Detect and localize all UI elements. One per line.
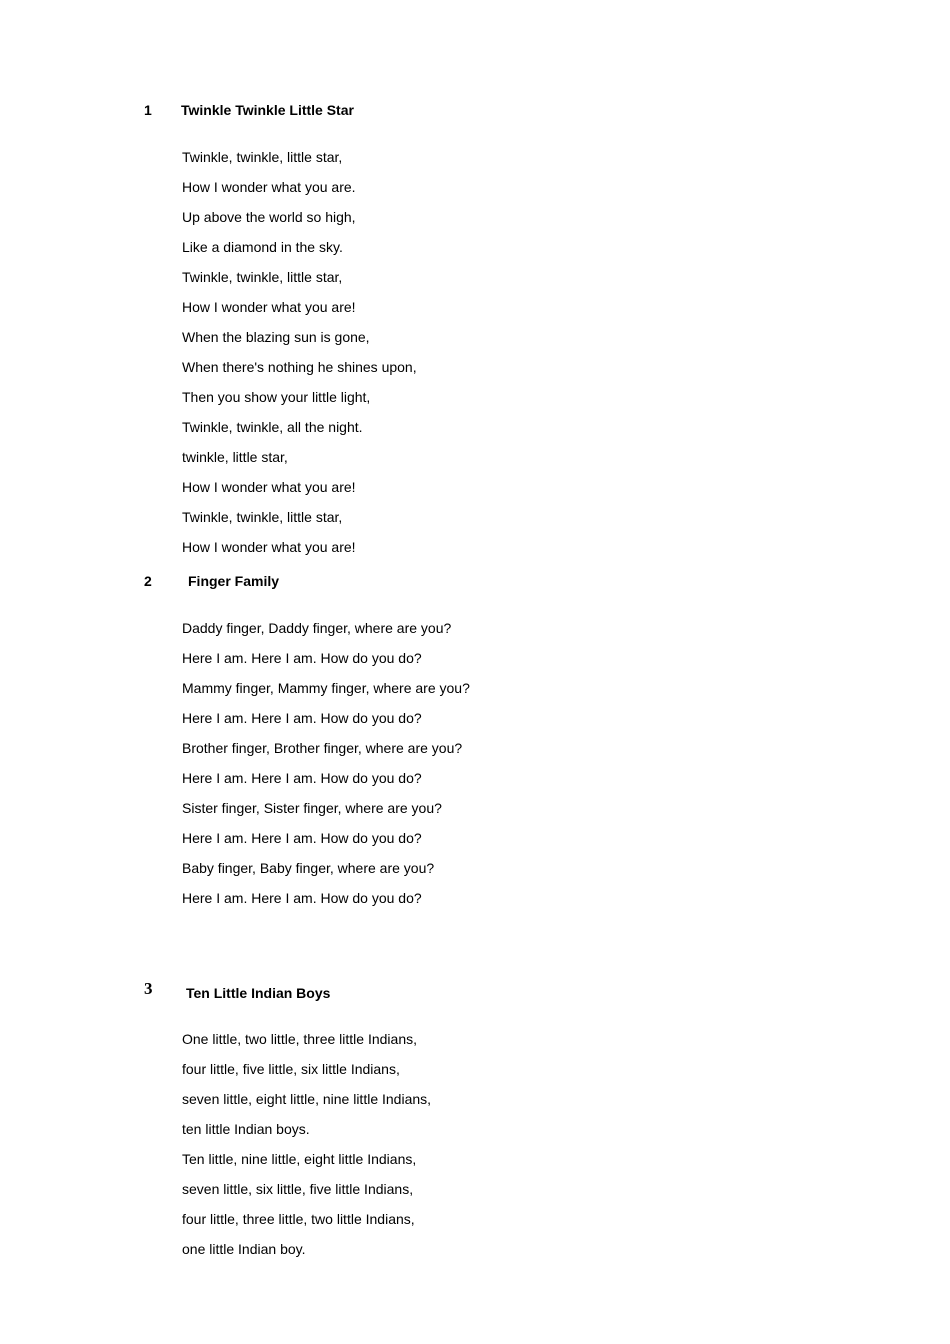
lyric-line: When the blazing sun is gone, [182,329,370,345]
lyric-line: Baby finger, Baby finger, where are you? [182,860,435,876]
song-title: Finger Family [188,573,280,589]
lyric-line: One little, two little, three little Indians, [182,1031,417,1047]
lyric-line: Like a diamond in the sky. [182,239,343,255]
lyric-line: How I wonder what you are! [182,539,356,555]
lyric-line: Twinkle, twinkle, little star, [182,149,343,165]
song-number: 3 [144,979,153,998]
song-title: Twinkle Twinkle Little Star [181,102,354,118]
lyric-line: seven little, six little, five little Indians, [182,1181,414,1197]
lyric-line: When there's nothing he shines upon, [182,359,417,375]
song-heading-1 [0,100,600,120]
lyric-line: Here I am. Here I am. How do you do? [182,770,422,786]
song-heading-3 [0,979,600,1003]
lyric-line: Here I am. Here I am. How do you do? [182,710,422,726]
lyric-line: seven little, eight little, nine little Indians, [182,1091,432,1107]
lyric-line: one little Indian boy. [182,1241,306,1257]
lyric-line: twinkle, little star, [182,449,288,465]
lyric-line: Mammy finger, Mammy finger, where are you? [182,680,470,696]
song-number: 2 [144,573,152,589]
lyric-line: ten little Indian boys. [182,1121,310,1137]
lyric-line: Twinkle, twinkle, all the night. [182,419,363,435]
lyric-line: Brother finger, Brother finger, where are you? [182,740,463,756]
lyric-line: Twinkle, twinkle, little star, [182,269,343,285]
lyric-line: Here I am. Here I am. How do you do? [182,830,422,846]
lyric-line: Up above the world so high, [182,209,356,225]
lyric-line: Then you show your little light, [182,389,371,405]
lyric-line: How I wonder what you are. [182,179,356,195]
lyric-line: four little, five little, six little Indians, [182,1061,400,1077]
lyric-line: How I wonder what you are! [182,479,356,495]
song-number: 1 [144,102,152,118]
song-heading-2 [0,571,600,591]
lyric-line: Ten little, nine little, eight little Indians, [182,1151,417,1167]
lyric-line: Here I am. Here I am. How do you do? [182,650,422,666]
lyric-line: four little, three little, two little Indians, [182,1211,415,1227]
song-title: Ten Little Indian Boys [186,985,331,1001]
lyric-line: Here I am. Here I am. How do you do? [182,890,422,906]
lyric-line: Sister finger, Sister finger, where are you? [182,800,442,816]
lyric-line: Twinkle, twinkle, little star, [182,509,343,525]
lyric-line: Daddy finger, Daddy finger, where are you? [182,620,452,636]
lyric-line: How I wonder what you are! [182,299,356,315]
